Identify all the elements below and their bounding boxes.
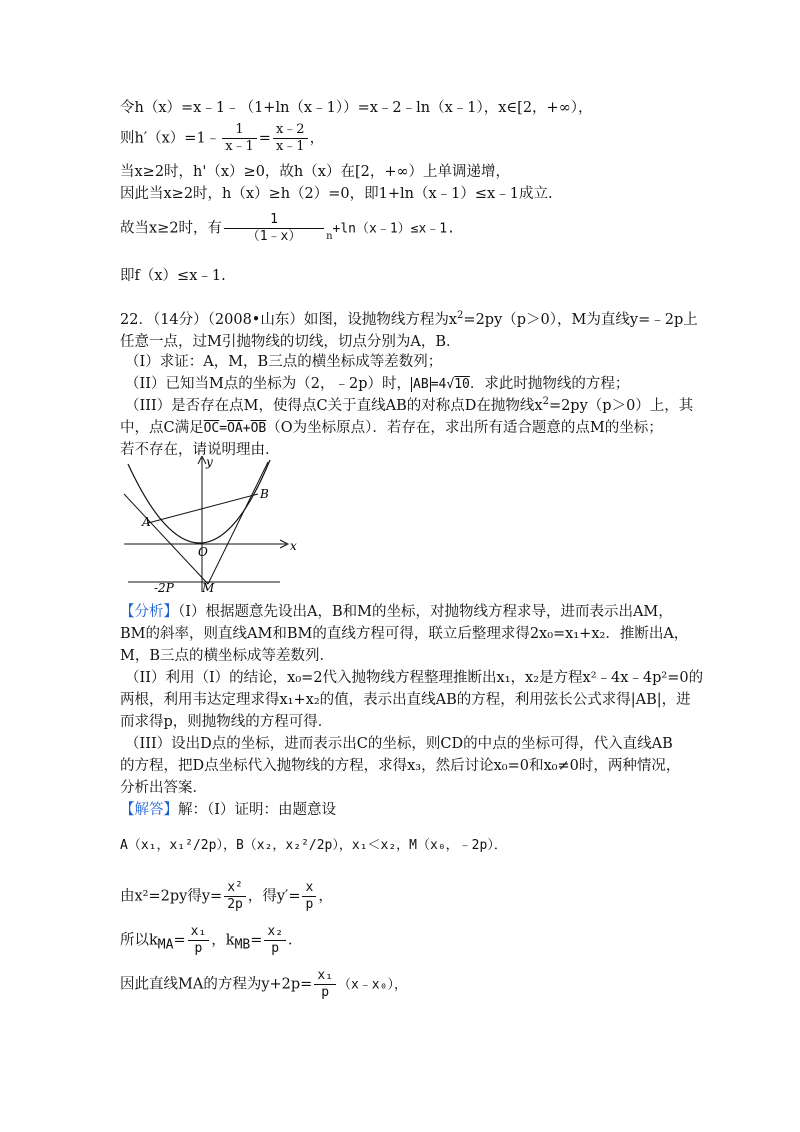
label-x: x <box>290 539 297 553</box>
vector-equation: $\overline{OC}=\overline{OA}+\overline{OB}$ <box>203 421 267 436</box>
fraction-numerator: x﹣2 <box>273 122 308 139</box>
sqrt-symbol: √ <box>446 377 455 392</box>
fraction-numerator: x₁ <box>314 968 336 985</box>
problem-line-2: 任意一点，过M引抛物线的切线，切点分别为A，B． <box>120 334 461 350</box>
label-a: A <box>142 515 151 529</box>
sqrt-radicand: 10 <box>454 377 470 392</box>
fraction-power <box>224 212 324 245</box>
problem-text: 中，点C满足 <box>120 420 204 436</box>
chord-ab <box>148 494 258 523</box>
analysis-text: （I）根据题意先设出A，B和M的坐标，对抛物线方程求导，进而表示出AM， <box>178 604 673 620</box>
vector-ob: $\overline{OB}$ <box>250 421 267 436</box>
problem-line-7: 若不存在，请说明理由． <box>120 442 280 458</box>
fraction-numerator: x₁ <box>188 924 210 941</box>
equals-four: =4 <box>430 377 447 392</box>
solution-text: 解：（I）证明：由题意设 <box>178 802 336 818</box>
solution-line-5 <box>120 968 407 1001</box>
fraction-2 <box>273 122 308 155</box>
proof-line-5 <box>120 212 455 245</box>
derivative-lead: 则h′（x）=1﹣ <box>120 130 221 147</box>
solution-text: ，k <box>211 932 235 949</box>
fraction-numerator: 1 <box>224 212 324 229</box>
proof-line-4: 因此当x≥2时，h（x）≥h（2）=0，即1+ln（x﹣1）≤x﹣1成立. <box>120 186 553 202</box>
vector-oc: $\overline{OC}$ <box>203 421 220 436</box>
fraction-denominator: 2p <box>227 897 243 912</box>
proof-line-2 <box>120 122 324 155</box>
fraction-numerator: 1 <box>222 122 257 139</box>
solution-text: （x﹣x₀）， <box>337 977 407 993</box>
punctuation: ， <box>309 130 325 147</box>
tangent-ma <box>124 494 208 584</box>
label-b: B <box>260 487 269 501</box>
fraction-derivative <box>302 880 316 913</box>
label-minus-2p: -2P <box>154 581 174 594</box>
equals-sign: = <box>250 932 263 949</box>
fraction-denominator: （1﹣x） <box>246 229 302 244</box>
fraction-denominator: x﹣1 <box>275 139 305 154</box>
equals-sign: = <box>173 932 186 949</box>
solution-text: 所以k <box>120 932 158 949</box>
subscript-mb: MB <box>234 937 251 953</box>
solution-line-2: A（x₁，x₁²/2p），B（x₂，x₂²/2p），x₁＜x₂，M（x₀，﹣2p）． <box>120 838 507 853</box>
analysis-line-9: 分析出答案． <box>120 780 207 796</box>
analysis-line-6: 而求得p，则抛物线的方程可得． <box>120 714 333 730</box>
punctuation: ， <box>318 888 333 905</box>
vector-oa: $\overline{OA}$ <box>227 421 243 436</box>
problem-text: ．求此时抛物线的方程； <box>469 376 630 392</box>
problem-part-1: （I）求证：A，M，B三点的横坐标成等差数列； <box>125 354 443 370</box>
problem-line-1 <box>120 310 698 330</box>
solution-line-4 <box>120 924 303 957</box>
exponent: 2 <box>542 396 549 408</box>
solution-text: ，得y′= <box>247 888 301 905</box>
problem-text: 22．（14分）（2008•山东）如图，设抛物线方程为x <box>120 312 458 328</box>
fraction-numerator: x² <box>224 880 246 897</box>
problem-text: =2py（p＞0）上，其 <box>548 398 694 414</box>
fraction-denominator: p <box>271 941 280 956</box>
exponent: 2 <box>457 310 464 322</box>
proof-line-3: 当x≥2时，h'（x）≥0，故h（x）在[2，+∞）上单调递增， <box>120 164 511 180</box>
punctuation: ． <box>288 932 303 949</box>
abs-ab: AB <box>413 377 429 392</box>
fraction-kma <box>188 924 210 957</box>
solution-text: 由x²=2py得y= <box>120 888 223 905</box>
analysis-line-1 <box>120 602 673 622</box>
fraction-kmb <box>264 924 286 957</box>
solution-tag: 【解答】 <box>120 802 178 818</box>
problem-part-3 <box>125 396 693 416</box>
proof-line-6: 即f（x）≤x﹣1. <box>120 268 226 284</box>
proof-line-1: 令h（x）=x﹣1﹣（1+ln（x﹣1））=x﹣2﹣ln（x﹣1），x∈[2，+∞）， <box>120 100 593 116</box>
subscript-ma: MA <box>157 937 174 953</box>
inequality-tail: +ln（x﹣1）≤x﹣1. <box>332 221 455 237</box>
label-y: y <box>206 456 213 469</box>
conclusion-lead: 故当x≥2时，有 <box>120 220 223 237</box>
label-o: O <box>198 545 208 559</box>
equals-sign: = <box>258 130 271 147</box>
fraction-1 <box>222 122 257 155</box>
solution-text: 因此直线MA的方程为y+2p= <box>120 976 313 993</box>
analysis-line-7: （III）设出D点的坐标，进而表示出C的坐标，则CD的中点的坐标可得，代入直线AB <box>125 736 673 752</box>
fraction-denominator: p <box>194 941 203 956</box>
fraction-denominator: p <box>321 985 330 1000</box>
tangent-mb <box>208 462 268 584</box>
fraction-numerator: x <box>302 880 316 897</box>
analysis-line-3: M，B三点的横坐标成等差数列． <box>120 648 335 664</box>
analysis-line-4: （II）利用（I）的结论，x₀=2代入抛物线方程整理推断出x₁，x₂是方程x²﹣4x﹣4p²=0的 <box>125 670 704 686</box>
problem-line-6 <box>120 418 663 439</box>
problem-text: （II）已知当M点的坐标为（2，﹣2p）时， <box>125 376 412 392</box>
fraction-slope <box>314 968 336 1001</box>
problem-text: =2py（p＞0），M为直线y=﹣2p上 <box>463 312 698 328</box>
fraction-y <box>224 880 246 913</box>
parabola-figure <box>118 456 302 594</box>
problem-text: （III）是否存在点M，使得点C关于直线AB的对称点D在抛物线x <box>125 398 543 414</box>
fraction-denominator: p <box>305 897 314 912</box>
analysis-line-2: BM的斜率，则直线AM和BM的直线方程可得，联立后整理求得2x₀=x₁+x₂．推断出A， <box>120 626 689 642</box>
solution-line-1 <box>120 800 336 820</box>
fraction-numerator: x₂ <box>264 924 286 941</box>
analysis-line-8: 的方程，把D点坐标代入抛物线的方程，求得x₃，然后讨论x₀=0和x₀≠0时，两种情况， <box>120 758 681 774</box>
label-m: M <box>202 581 215 594</box>
exponent: n <box>326 230 333 242</box>
solution-line-3 <box>120 880 333 913</box>
problem-text: （O为坐标原点）．若存在，求出所有适合题意的点M的坐标； <box>266 420 663 436</box>
fraction-denominator: x﹣1 <box>225 139 254 154</box>
analysis-line-5: 两根，利用韦达定理求得x₁+x₂的值，表示出直线AB的方程，利用弦长公式求得|AB|，进 <box>120 692 691 708</box>
analysis-tag: 【分析】 <box>120 604 178 620</box>
problem-part-2 <box>125 374 629 395</box>
